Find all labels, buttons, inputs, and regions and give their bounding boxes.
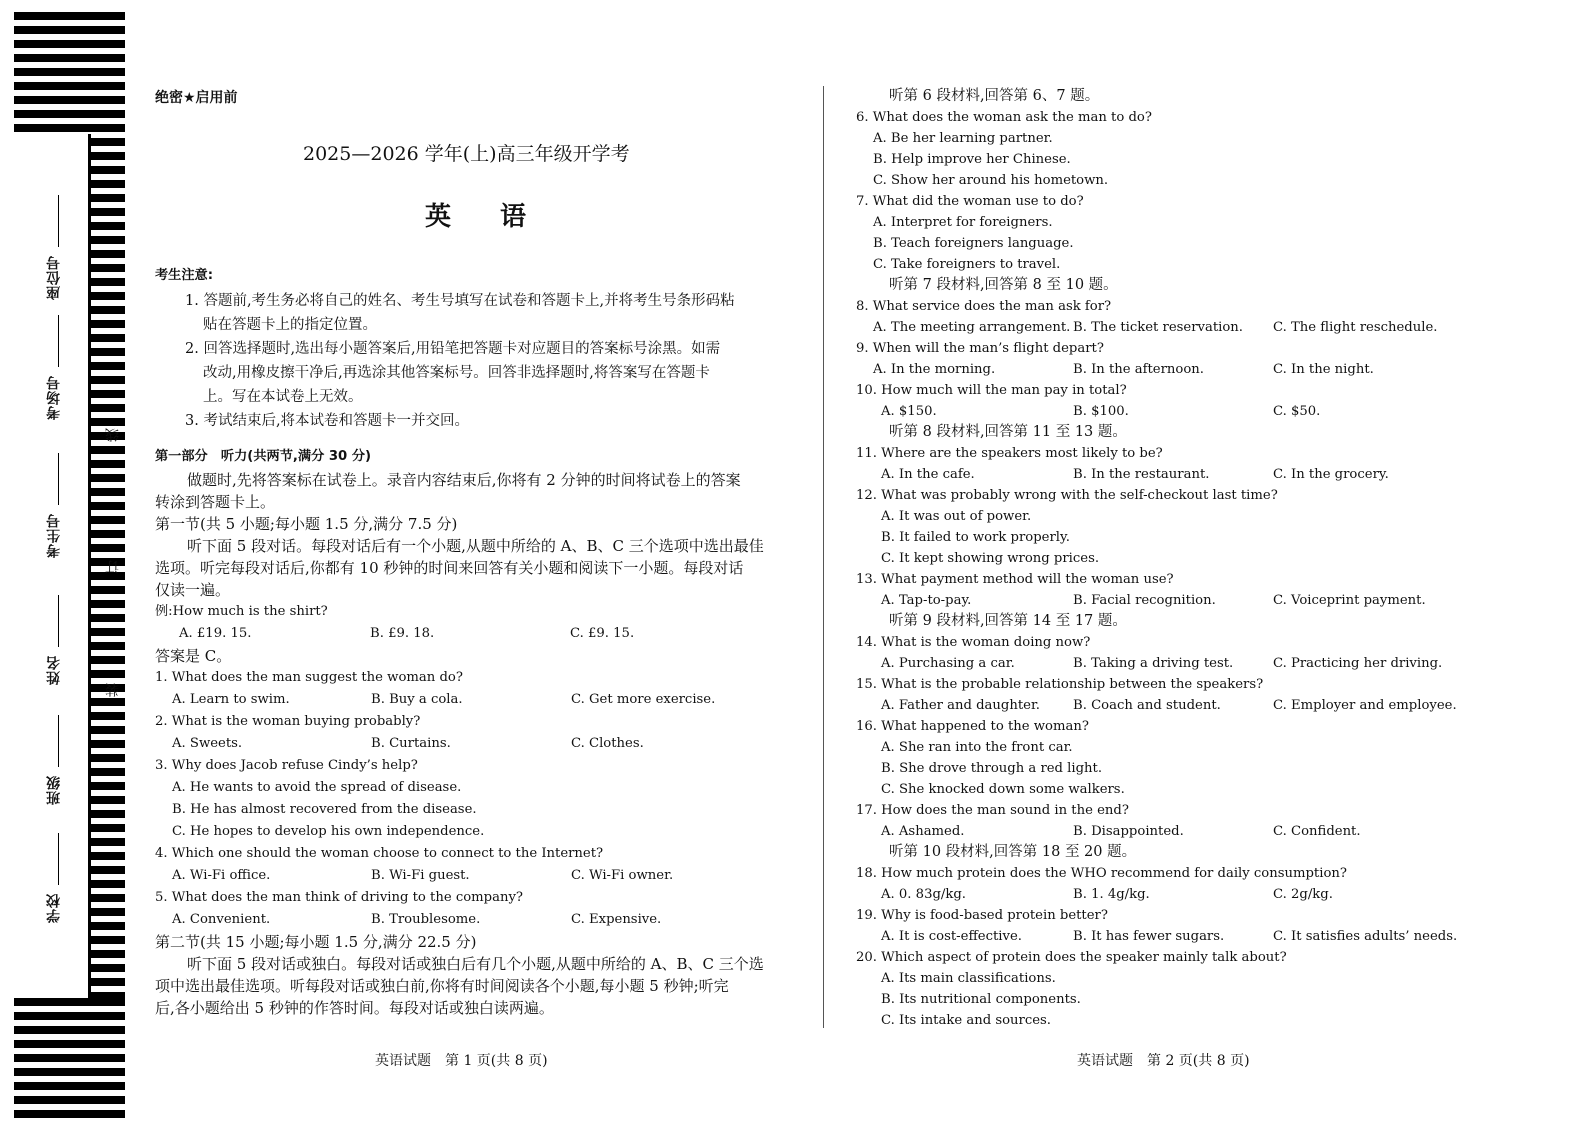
- question-stem: 14. What is the woman doing now?: [856, 635, 1091, 650]
- intro-line: 做题时,先将答案标在试卷上。录音内容结束后,你将有 2 分钟的时间将试卷上的答案: [187, 471, 741, 489]
- option: A. Sweets.: [172, 736, 243, 751]
- option: C. The flight reschedule.: [1273, 320, 1438, 335]
- binding-stripe: [90, 152, 125, 160]
- binding-field-line: [58, 595, 59, 647]
- option: B. She drove through a red light.: [881, 761, 1103, 776]
- section2-heading: 第二节(共 15 小题;每小题 1.5 分,满分 22.5 分): [155, 933, 477, 951]
- binding-stripe: [90, 306, 125, 314]
- binding-stripe: [14, 40, 125, 48]
- binding-stripe: [90, 950, 125, 958]
- option: B. Teach foreigners language.: [873, 236, 1074, 251]
- binding-stripe: [90, 250, 125, 258]
- binding-field-label: 座位号: [46, 255, 62, 300]
- option: B. The ticket reservation.: [1073, 320, 1243, 335]
- binding-stripe: [90, 768, 125, 776]
- binding-stripe: [90, 824, 125, 832]
- notice-item: 1. 答题前,考生务必将自己的姓名、考生号填写在试卷和答题卡上,并将考生号条形码粘: [185, 293, 735, 309]
- option: A. Be her learning partner.: [873, 131, 1053, 146]
- segment-heading: 听第 7 段材料,回答第 8 至 10 题。: [889, 277, 1118, 293]
- option: B. It has fewer sugars.: [1073, 929, 1225, 944]
- option-row: [856, 926, 1476, 947]
- binding-stripe: [90, 502, 125, 510]
- binding-stripe: [90, 852, 125, 860]
- binding-stripe: [90, 600, 125, 608]
- binding-cut-char: 装: [105, 683, 121, 697]
- option: C. 2g/kg.: [1273, 887, 1333, 902]
- segment-heading: 听第 6 段材料,回答第 6、7 题。: [889, 88, 1100, 104]
- option-row: [856, 884, 1476, 905]
- part1-heading: 第一部分 听力(共两节,满分 30 分): [155, 449, 372, 464]
- binding-stripe: [14, 110, 125, 118]
- binding-field-label: 班级: [46, 775, 62, 805]
- binding-stripe: [90, 180, 125, 188]
- binding-stripe: [90, 796, 125, 804]
- question-stem: 9. When will the man’s flight depart?: [856, 341, 1104, 356]
- option: C. $50.: [1273, 404, 1321, 419]
- subject-title: 英 语: [425, 202, 547, 232]
- binding-stripe: [90, 488, 125, 496]
- binding-stripe: [90, 460, 125, 468]
- binding-stripe: [90, 628, 125, 636]
- question-stem: 20. Which aspect of protein does the speaker mainly talk about?: [856, 950, 1287, 965]
- option: A. Purchasing a car.: [881, 656, 1015, 671]
- page-divider: [823, 86, 824, 1028]
- binding-stripe: [14, 12, 125, 20]
- binding-stripe: [90, 292, 125, 300]
- option: B. In the afternoon.: [1073, 362, 1204, 377]
- binding-stripe: [90, 474, 125, 482]
- question-stem: 15. What is the probable relationship between the speakers?: [856, 677, 1264, 692]
- question-stem: 12. What was probably wrong with the self-checkout last time?: [856, 488, 1278, 503]
- part1-intro: [155, 469, 795, 513]
- option: A. Convenient.: [172, 912, 271, 927]
- option: A. It was out of power.: [881, 509, 1032, 524]
- option: A. He wants to avoid the spread of disease.: [172, 780, 462, 795]
- question-stem: 19. Why is food-based protein better?: [856, 908, 1108, 923]
- option: A. In the cafe.: [881, 467, 975, 482]
- intro-line: 仅读一遍。: [155, 581, 231, 599]
- option: C. Clothes.: [571, 736, 644, 751]
- example-answer: 答案是 C。: [155, 647, 232, 665]
- option: C. Show her around his hometown.: [873, 173, 1109, 188]
- binding-stripe: [90, 670, 125, 678]
- option: B. Disappointed.: [1073, 824, 1184, 839]
- option: B. Curtains.: [371, 736, 451, 751]
- intro-line: 听下面 5 段对话或独白。每段对话或独白后有几个小题,从题中所给的 A、B、C 三个选: [187, 955, 764, 973]
- binding-stripe: [14, 998, 125, 1006]
- binding-stripe: [90, 404, 125, 412]
- binding-stripe: [90, 544, 125, 552]
- binding-stripe: [90, 908, 125, 916]
- binding-stripe: [14, 54, 125, 62]
- binding-stripe: [90, 642, 125, 650]
- option: A. Tap-to-pay.: [881, 593, 972, 608]
- binding-stripe: [14, 1040, 125, 1048]
- binding-stripe: [90, 586, 125, 594]
- binding-field-line: [58, 715, 59, 767]
- intro-line: 听下面 5 段对话。每段对话后有一个小题,从题中所给的 A、B、C 三个选项中选出最佳: [187, 537, 764, 555]
- page2-column: [856, 86, 1476, 1031]
- binding-stripe: [90, 880, 125, 888]
- option-row: [856, 695, 1476, 716]
- option: B. 1. 4g/kg.: [1073, 887, 1150, 902]
- question-stem: 7. What did the woman use to do?: [856, 194, 1084, 209]
- binding-stripe: [90, 866, 125, 874]
- option-row: [856, 359, 1476, 380]
- binding-stripe: [90, 418, 125, 426]
- binding-stripe: [90, 698, 125, 706]
- binding-cut-char: 订: [105, 560, 121, 574]
- binding-field-label: 考生号: [46, 513, 62, 558]
- binding-stripe: [90, 138, 125, 146]
- option: B. Taking a driving test.: [1073, 656, 1234, 671]
- binding-stripe: [14, 1068, 125, 1076]
- notice-item: 3. 考试结束后,将本试卷和答题卡一并交回。: [185, 413, 470, 429]
- binding-stripe: [90, 964, 125, 972]
- example-option-a: A. £19. 15.: [179, 626, 252, 641]
- binding-field-line: [58, 195, 59, 247]
- option: A. Learn to swim.: [172, 692, 290, 707]
- option-row: [856, 821, 1476, 842]
- option-row: [856, 464, 1476, 485]
- binding-stripe: [90, 838, 125, 846]
- notice-item: 贴在答题卡上的指定位置。: [203, 317, 377, 333]
- binding-cut-char: 线: [105, 428, 121, 442]
- option: C. Get more exercise.: [571, 692, 716, 707]
- option: C. Practicing her driving.: [1273, 656, 1443, 671]
- example-option-b: B. £9. 18.: [370, 626, 435, 641]
- option: B. Help improve her Chinese.: [873, 152, 1071, 167]
- section2-intro: [155, 953, 795, 1019]
- question-stem: 11. Where are the speakers most likely to be?: [856, 446, 1163, 461]
- option: B. Buy a cola.: [371, 692, 463, 707]
- binding-stripe: [14, 96, 125, 104]
- binding-field-label: 考场号: [46, 375, 62, 420]
- binding-stripe: [90, 894, 125, 902]
- binding-stripe: [90, 516, 125, 524]
- question-stem: 4. Which one should the woman choose to connect to the Internet?: [155, 846, 604, 861]
- binding-stripe: [14, 1012, 125, 1020]
- exam-title: 2025—2026 学年(上)高三年级开学考: [303, 143, 630, 165]
- binding-stripe: [90, 222, 125, 230]
- binding-stripe: [14, 1054, 125, 1062]
- option-row: [155, 865, 795, 887]
- binding-stripe: [14, 1096, 125, 1104]
- question-stem: 17. How does the man sound in the end?: [856, 803, 1129, 818]
- binding-stripe: [90, 320, 125, 328]
- binding-stripe: [90, 922, 125, 930]
- question-stem: 18. How much protein does the WHO recommend for daily consumption?: [856, 866, 1347, 881]
- option-row: [155, 909, 795, 931]
- option-row: [856, 653, 1476, 674]
- question-stem: 8. What service does the man ask for?: [856, 299, 1112, 314]
- section1-intro: [155, 535, 795, 601]
- binding-stripe: [90, 264, 125, 272]
- binding-stripe: [14, 26, 125, 34]
- binding-stripe: [90, 362, 125, 370]
- question-stem: 10. How much will the man pay in total?: [856, 383, 1127, 398]
- question-stem: 16. What happened to the woman?: [856, 719, 1089, 734]
- binding-stripe: [90, 390, 125, 398]
- intro-line: 转涂到答题卡上。: [155, 493, 276, 511]
- option: C. Wi-Fi owner.: [571, 868, 674, 883]
- notice-item: 上。写在本试卷上无效。: [203, 389, 363, 405]
- binding-field-line: [58, 833, 59, 885]
- option: A. Father and daughter.: [881, 698, 1040, 713]
- binding-stripe: [90, 446, 125, 454]
- option: A. 0. 83g/kg.: [881, 887, 966, 902]
- notice-item: 2. 回答选择题时,选出每小题答案后,用铅笔把答题卡对应题目的答案标号涂黑。如需: [185, 341, 721, 357]
- option-row: [856, 401, 1476, 422]
- page1-questions: [155, 667, 795, 931]
- segment-heading: 听第 10 段材料,回答第 18 至 20 题。: [889, 844, 1137, 860]
- question-stem: 13. What payment method will the woman use?: [856, 572, 1174, 587]
- option: A. Ashamed.: [881, 824, 965, 839]
- binding-stripe: [90, 978, 125, 986]
- binding-stripe: [90, 936, 125, 944]
- option: B. Wi-Fi guest.: [371, 868, 470, 883]
- option-row: [856, 317, 1476, 338]
- binding-stripe: [90, 236, 125, 244]
- option: A. Its main classifications.: [881, 971, 1056, 986]
- question-stem: 6. What does the woman ask the man to do?: [856, 110, 1152, 125]
- option: A. In the morning.: [873, 362, 996, 377]
- option: C. Confident.: [1273, 824, 1361, 839]
- binding-stripe: [90, 334, 125, 342]
- binding-stripe: [90, 194, 125, 202]
- binding-stripe: [90, 166, 125, 174]
- segment-heading: 听第 8 段材料,回答第 11 至 13 题。: [889, 424, 1127, 440]
- binding-stripe: [14, 1110, 125, 1118]
- question-stem: 1. What does the man suggest the woman do?: [155, 670, 463, 685]
- option-row: [155, 733, 795, 755]
- option: C. In the grocery.: [1273, 467, 1389, 482]
- option: C. It kept showing wrong prices.: [881, 551, 1100, 566]
- option: B. Troublesome.: [371, 912, 481, 927]
- option: B. Facial recognition.: [1073, 593, 1216, 608]
- example-option-c: C. £9. 15.: [570, 626, 635, 641]
- binding-stripe: [14, 1082, 125, 1090]
- option: A. She ran into the front car.: [881, 740, 1073, 755]
- option: A. $150.: [881, 404, 937, 419]
- binding-stripe: [90, 656, 125, 664]
- option: C. She knocked down some walkers.: [881, 782, 1125, 797]
- binding-stripe: [90, 376, 125, 384]
- option: A. It is cost-effective.: [881, 929, 1022, 944]
- option: B. Coach and student.: [1073, 698, 1221, 713]
- notice-item: 改动,用橡皮擦干净后,再选涂其他答案标号。回答非选择题时,将答案写在答题卡: [203, 365, 710, 381]
- binding-stripe: [90, 278, 125, 286]
- binding-stripe: [90, 712, 125, 720]
- intro-line: 后,各小题给出 5 秒钟的作答时间。每段对话或独白读两遍。: [155, 999, 554, 1017]
- section1-heading: 第一节(共 5 小题;每小题 1.5 分,满分 7.5 分): [155, 515, 458, 533]
- option: B. In the restaurant.: [1073, 467, 1210, 482]
- page1-column: [155, 265, 795, 1019]
- option: B. It failed to work properly.: [881, 530, 1070, 545]
- question-stem: 5. What does the man think of driving to the company?: [155, 890, 523, 905]
- example-options: [155, 623, 795, 645]
- notice-heading: 考生注意:: [155, 268, 214, 283]
- option: C. He hopes to develop his own independence.: [172, 824, 485, 839]
- binding-stripe: [14, 124, 125, 132]
- option-row: [155, 689, 795, 711]
- option: B. $100.: [1073, 404, 1129, 419]
- option: A. Interpret for foreigners.: [873, 215, 1053, 230]
- notice-items: [155, 286, 795, 433]
- binding-field-label: 姓名: [46, 655, 62, 685]
- option: C. Take foreigners to travel.: [873, 257, 1061, 272]
- option: B. He has almost recovered from the disease.: [172, 802, 477, 817]
- option: C. Expensive.: [571, 912, 662, 927]
- option: B. Its nutritional components.: [881, 992, 1081, 1007]
- footer-page2: 英语试题 第 2 页(共 8 页): [1077, 1053, 1250, 1069]
- option: A. The meeting arrangement.: [873, 320, 1071, 335]
- binding-stripe: [90, 208, 125, 216]
- intro-line: 选项。听完每段对话后,你都有 10 秒钟的时间来回答有关小题和阅读下一小题。每段对话: [155, 559, 744, 577]
- binding-stripe: [90, 614, 125, 622]
- example-question: 例:How much is the shirt?: [155, 604, 328, 619]
- binding-stripe: [90, 754, 125, 762]
- binding-stripe: [14, 1026, 125, 1034]
- binding-field-line: [58, 315, 59, 367]
- binding-stripe: [90, 782, 125, 790]
- option: C. Its intake and sources.: [881, 1013, 1051, 1028]
- question-stem: 3. Why does Jacob refuse Cindy’s help?: [155, 758, 418, 773]
- option-row: [856, 590, 1476, 611]
- option: A. Wi-Fi office.: [172, 868, 271, 883]
- binding-stripe: [90, 810, 125, 818]
- option: C. It satisfies adults’ needs.: [1273, 929, 1458, 944]
- secret-label: 绝密★启用前: [155, 90, 238, 106]
- binding-stripe: [90, 530, 125, 538]
- binding-edge: [88, 134, 91, 1000]
- question-stem: 2. What is the woman buying probably?: [155, 714, 421, 729]
- binding-stripe: [90, 740, 125, 748]
- binding-field-label: 学校: [46, 893, 62, 923]
- binding-stripe: [14, 68, 125, 76]
- segment-heading: 听第 9 段材料,回答第 14 至 17 题。: [889, 613, 1127, 629]
- footer-page1: 英语试题 第 1 页(共 8 页): [375, 1053, 548, 1069]
- option: C. Employer and employee.: [1273, 698, 1457, 713]
- option: C. In the night.: [1273, 362, 1374, 377]
- binding-stripe: [90, 726, 125, 734]
- option: C. Voiceprint payment.: [1273, 593, 1426, 608]
- binding-stripe: [14, 82, 125, 90]
- intro-line: 项中选出最佳选项。听每段对话或独白前,你将有时间阅读各个小题,每小题 5 秒钟;听完: [155, 977, 729, 995]
- binding-field-line: [58, 453, 59, 505]
- binding-stripe: [90, 348, 125, 356]
